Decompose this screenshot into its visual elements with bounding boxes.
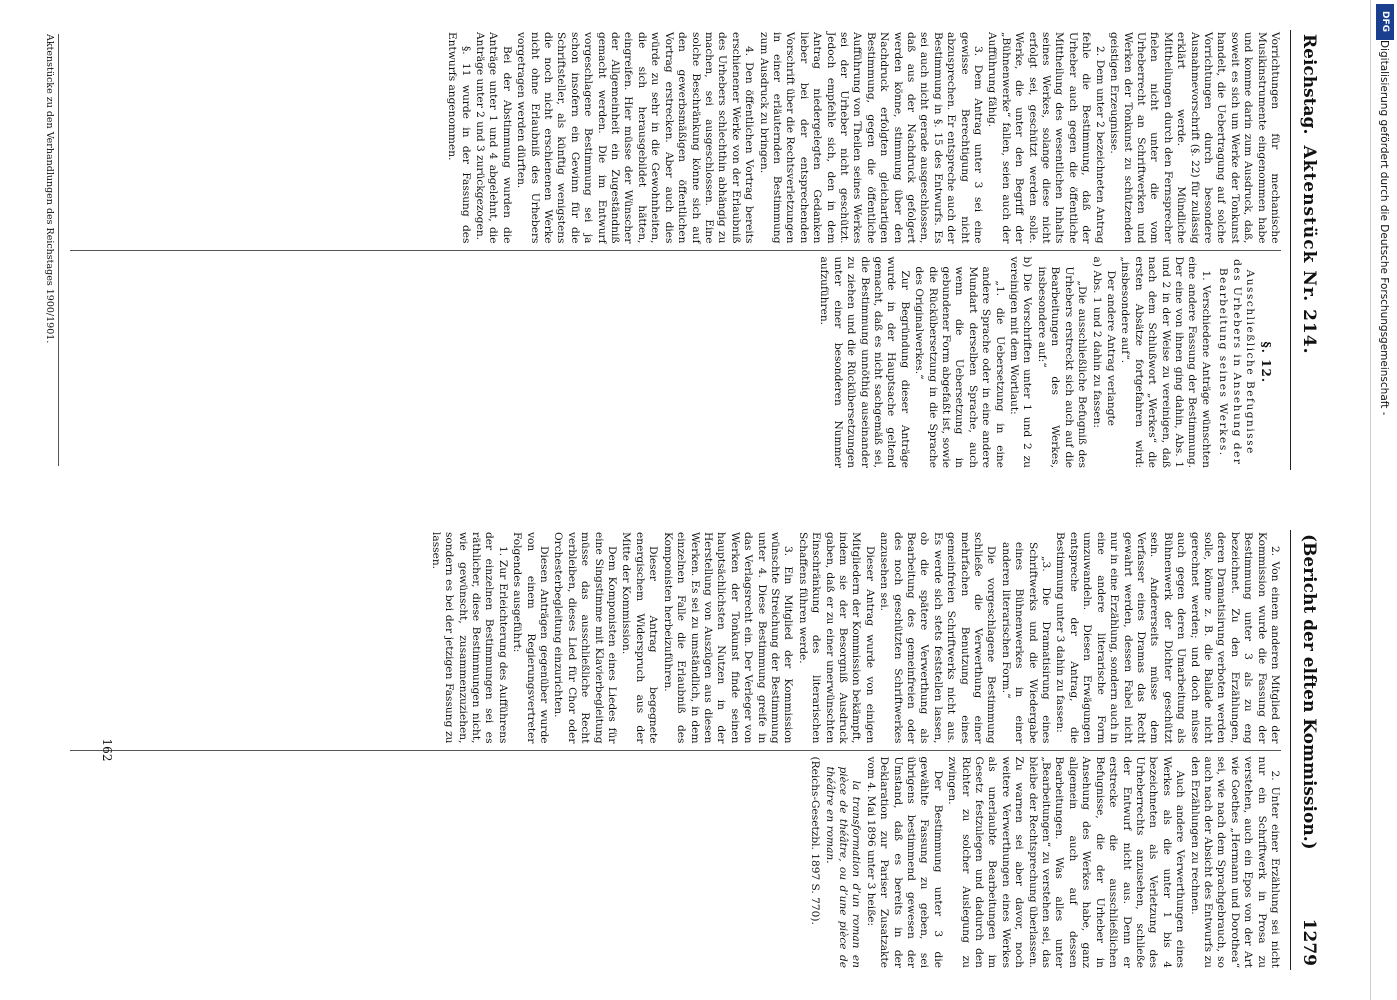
credit-strip xyxy=(1370,0,1397,1000)
right-page xyxy=(0,500,1397,1000)
section-subtitle: Ausschließliche Befugnisse des Urhebers in Ansehung der Bearbeitung seines Werkes. xyxy=(1217,259,1256,466)
right-header-title: (Bericht der elften Kommission.) xyxy=(1299,534,1319,850)
left-header-center: Aktenstück Nr. 214. xyxy=(1299,145,1319,355)
right-page-columns xyxy=(70,526,1281,974)
right-page-header xyxy=(1290,530,1321,970)
paragraph: Zur Begründung dieser Anträge wurde in der Hauptsache geltend gemacht, daß es nicht sachgemäß sei, die Bestimmung unnöthig auseinander zu ziehen und die Rückübersetzungen unter einer besonderen Nummer aufzuführen. xyxy=(818,256,911,468)
credit-line xyxy=(1371,0,1397,1000)
paragraph: §. 11 wurde in der Fassung des Entwurfs angenommen. xyxy=(446,32,472,244)
section-title: §. 12. xyxy=(1259,341,1273,383)
right-column-2 xyxy=(70,750,1281,975)
paragraph: 1. Verschiedene Anträge wünschten eine andere Fassung der Bestimmung. Der eine von ihnen ging dahin, Abs. 1 und 2 in der Weise zu vereinigen, daß nach dem Schlußwort „Werkes“ die ersten Absätze fortgefahren wird: „insbesondere auf“. xyxy=(1119,256,1212,468)
paragraph: 2. Von einem anderen Mitglied der Kommission wurde die Fassung der Bestimmung unter 3 als zu eng bezeichnet. Zu den Erzählungen, deren Dramatisirung verboten werden solle, könne z. B. die Ballade nicht gerechnet werden; und doch müsse auch gegen deren Umarbeitung als Bühnenwerk der Dichter geschützt sein. Andererseits müsse dem Verfasser eines Dramas das Recht gewahrt werden, dessen Fabel nicht nur in eine Erzählung, sondern auch in eine andere literarische Form umzuwandeln. Diesen Erwägungen entspreche der Antrag, die Bestimmung unter 3 dahin zu fassen: xyxy=(1054,532,1281,744)
dfg-logo-icon: DFG xyxy=(1376,4,1394,40)
paragraph: Diesen Anträgen gegenüber wurde von einem Regierungsvertreter Folgendes ausgeführt: xyxy=(511,532,551,744)
page-number-header: 1279 xyxy=(1299,918,1319,966)
paragraph: 3. Ein Mitglied der Kommission wünschte Streichung der Bestimmung unter 4. Diese Bestimmung greife in das Verlagsrecht ein. Der Verleger von Werken der Tonkunst finde seinen hauptsächlichsten Nutzen in der Herstellung von Auszügen aus diesen Werken. Es sei zu umständlich, in dem einzelnen Falle die Erlaubniß des Komponisten herbeizuführen. xyxy=(661,532,795,744)
paragraph: Dem Komponisten eines Liedes für eine Singstimme mit Klavierbegleitung müsse das ausschließliche Recht verbleiben, dieses Lied für Chor oder Orchesterbegleitung einzurichten. xyxy=(552,532,619,744)
paragraph: Die vorgeschlagene Bestimmung schließe die Verwerthung einer mehrfachen Benutzung eines gemeinfreien Schriftwerks nicht aus. Es werde sich stets feststellen lassen, ob die spätere Verwerthung als Bearbeitung des gemeinfreien oder des noch geschützten Schriftwerkes anzusehen sei. xyxy=(878,532,998,744)
quoted-paragraph: „1. die Uebersetzung in eine andere Sprache oder in eine andere Mundart derselben Sprache, auch wenn die Uebersetzung in gebundener Form abgefaßt ist, sowie die Rückübersetzung in die Sprache des Originalwerkes.“ xyxy=(913,266,1006,468)
paragraph: Vorrichtungen für mechanische Musikinstrumente eingenommen habe und komme darin zum Ausdruck, daß, soweit es sich um Werke der Tonkunst handelt, die Uebertragung auf solche Vorrichtungen durch besondere Ausnahmevorschrift (§. 22) für zulässig erklärt werde. Mündliche Mittheilungen durch den Fernsprecher fielen nicht unter die vom Urheberrecht an Schriftwerken und Werken der Tonkunst zu schützenden geistigen Erzeugnisse. xyxy=(1108,32,1281,244)
quoted-paragraph: „Die ausschließliche Befugniß des Urhebers erstreckt sich auch auf die Bearbeitungen des Werkes, insbesondere auf:“ xyxy=(1035,266,1089,468)
paragraph: Dieser Antrag wurde von einigen Mitgliedern der Kommission bekämpft, indem sie der Besorgniß Ausdruck gaben, daß er zu einer unerwünschten Einschränkung des literarischen Schaffens führen werde. xyxy=(796,532,876,744)
left-column-2 xyxy=(70,250,1281,475)
paragraph: 2. Dem unter 2 bezeichneten Antrag fehle die Bestimmung, daß der Urheber auch gegen die öffentliche Mittheilung des wesentlichen Inhalts seines Werkes, solange diese nicht erfolgt sei, geschützt werden solle. Werke, die unter den Begriff der „Bühnenwerke“ fallen, seien auch der Aufführung fähig. xyxy=(986,32,1106,244)
left-page-header xyxy=(1290,30,1321,470)
left-page-columns xyxy=(70,26,1281,474)
quoted-paragraph: la transformation d’un roman en pièce de théâtre, ou d’une pièce de théâtre en roman. xyxy=(823,766,863,968)
right-column-1 xyxy=(70,526,1281,750)
paragraph: b) Die Vorschriften unter 1 und 2 zu vereinigen mit dem Wortlaut: xyxy=(1008,256,1034,468)
left-header-title: Reichstag. xyxy=(1299,34,1319,135)
paragraph: Der andere Antrag verlangte xyxy=(1104,270,1117,426)
paragraph: 4. Den öffentlichen Vortrag bereits erschienener Werke von der Erlaubniß des Urhebers schlechthin abhängig zu machen, sei ausgeschlossen. Eine solche Beschränkung könne sich auf den gewerbsmäßigen öffentlichen Vortrag erstrecken. Aber auch dies würde zu sehr in die Gewohnheiten, die sich herausgebildet hätten, eingreifen. Hier müsse der Wünscher der Allgemeinheit ein Zugeständniß gemacht werden. Die im Entwurf vorgeschlagene Bestimmung sei ja schon insofern ein Gewinn für die Schriftsteller, als künftig wenigstens die noch nicht erschienenen Werke nicht ohne Erlaubniß des Urhebers vorgetragen werden dürften. xyxy=(515,32,756,244)
credit-text: Digitalisierung gefördert durch die Deutsche Forschungsgemeinschaft - xyxy=(1378,40,1390,416)
paragraph: 1. Zur Erleichterung des Aufführens der einzelnen Bestimmungen sei es räthlicher, diese Bestimmungen nicht, wie gewünscht, zusammenzuziehen, sondern es bei der jetzigen Fassung zu lassen. xyxy=(429,532,509,744)
paragraph: 2. Unter einer Erzählung sei nicht nur ein Schriftwerk in Prosa zu verstehen, auch ein Epos von der Art wie Goethes „Hermann und Dorothea“ sei, wie nach dem Sprachgebrauch, so auch nach der Absicht des Entwurfs zu den Erzählungen zu rechnen. xyxy=(1188,756,1281,968)
paragraph: Der Bestimmung unter 3 die gewählte Fassung zu geben, sei übrigens bestimmend gewesen der Umstand, daß es bereits in der Deklaration zur Pariser Zusatzakte vom 4. Mai 1896 unter 3 heiße: xyxy=(864,756,944,968)
paragraph: Bei der Abstimmung wurden die Anträge unter 1 und 4 abgelehnt, die Anträge unter 2 und 3 zurückgezogen. xyxy=(474,32,513,244)
paragraph: 3. Dem Antrag unter 3 sei eine gewisse Berechtigung nicht abzusprechen. Er entspreche auch der Bestimmung in §. 15 des Entwurfs. Es sei auch nicht gerade ausgeschlossen, daß aus der Nachdruck gefolgert werden könne, stimmung über den Nachdruck erfolgten gleichartigen Bestimmung, gegen die öffentliche Aufführung von Theilen seines Werkes sei der Urheber nicht geschützt. Jedoch empfehle sich, den in dem Antrag niedergelegten Gedanken lieber bei der entsprechenden Vorschrift über die Rechtsverletzungen in einer erläuternden Bestimmung zum Ausdruck zu bringen. xyxy=(757,32,985,244)
paragraph: Dieser Antrag begegnete energischem Widerspruch aus der Mitte der Kommission. xyxy=(620,532,660,744)
footline: Aktenstücke zu den Verhandlungen des Reichstages 1900/1901. xyxy=(44,34,59,466)
paragraph: (Reichs-Gesetzbl. 1897 S. 770). xyxy=(809,756,822,925)
left-column-1 xyxy=(70,26,1281,250)
page-number: 162 xyxy=(100,738,114,762)
paragraph: Auch andere Verwerthungen eines Werkes als die unter 1 bis 4 bezeichneten als Verletzung des Urheberrechts anzusehen, schließe der Entwurf nicht aus. Denn er erstrecke die ausschließlichen Befugnisse, die der Urheber in Ansehung des Werkes habe, ganz allgemein auch auf dessen Bearbeitungen. Was alles unter „Bearbeitungen“ zu verstehen sei, das bleibe der Rechtsprechung überlassen. Zu warnen sei aber davor, noch weitere Verwerthungen eines Werkes als unerlaubte Bearbeitungen im Gesetz festzulegen und dadurch den Richter zu solcher Auslegung zu zwingen. xyxy=(946,756,1187,968)
paragraph: a) Abs. 1 und 2 dahin zu fassen: xyxy=(1090,256,1103,428)
quoted-paragraph: „3. Die Dramatisirung eines Schriftwerks und die Wiedergabe eines Bühnenwerkes in einer anderen literarischen Form.“ xyxy=(999,542,1053,744)
